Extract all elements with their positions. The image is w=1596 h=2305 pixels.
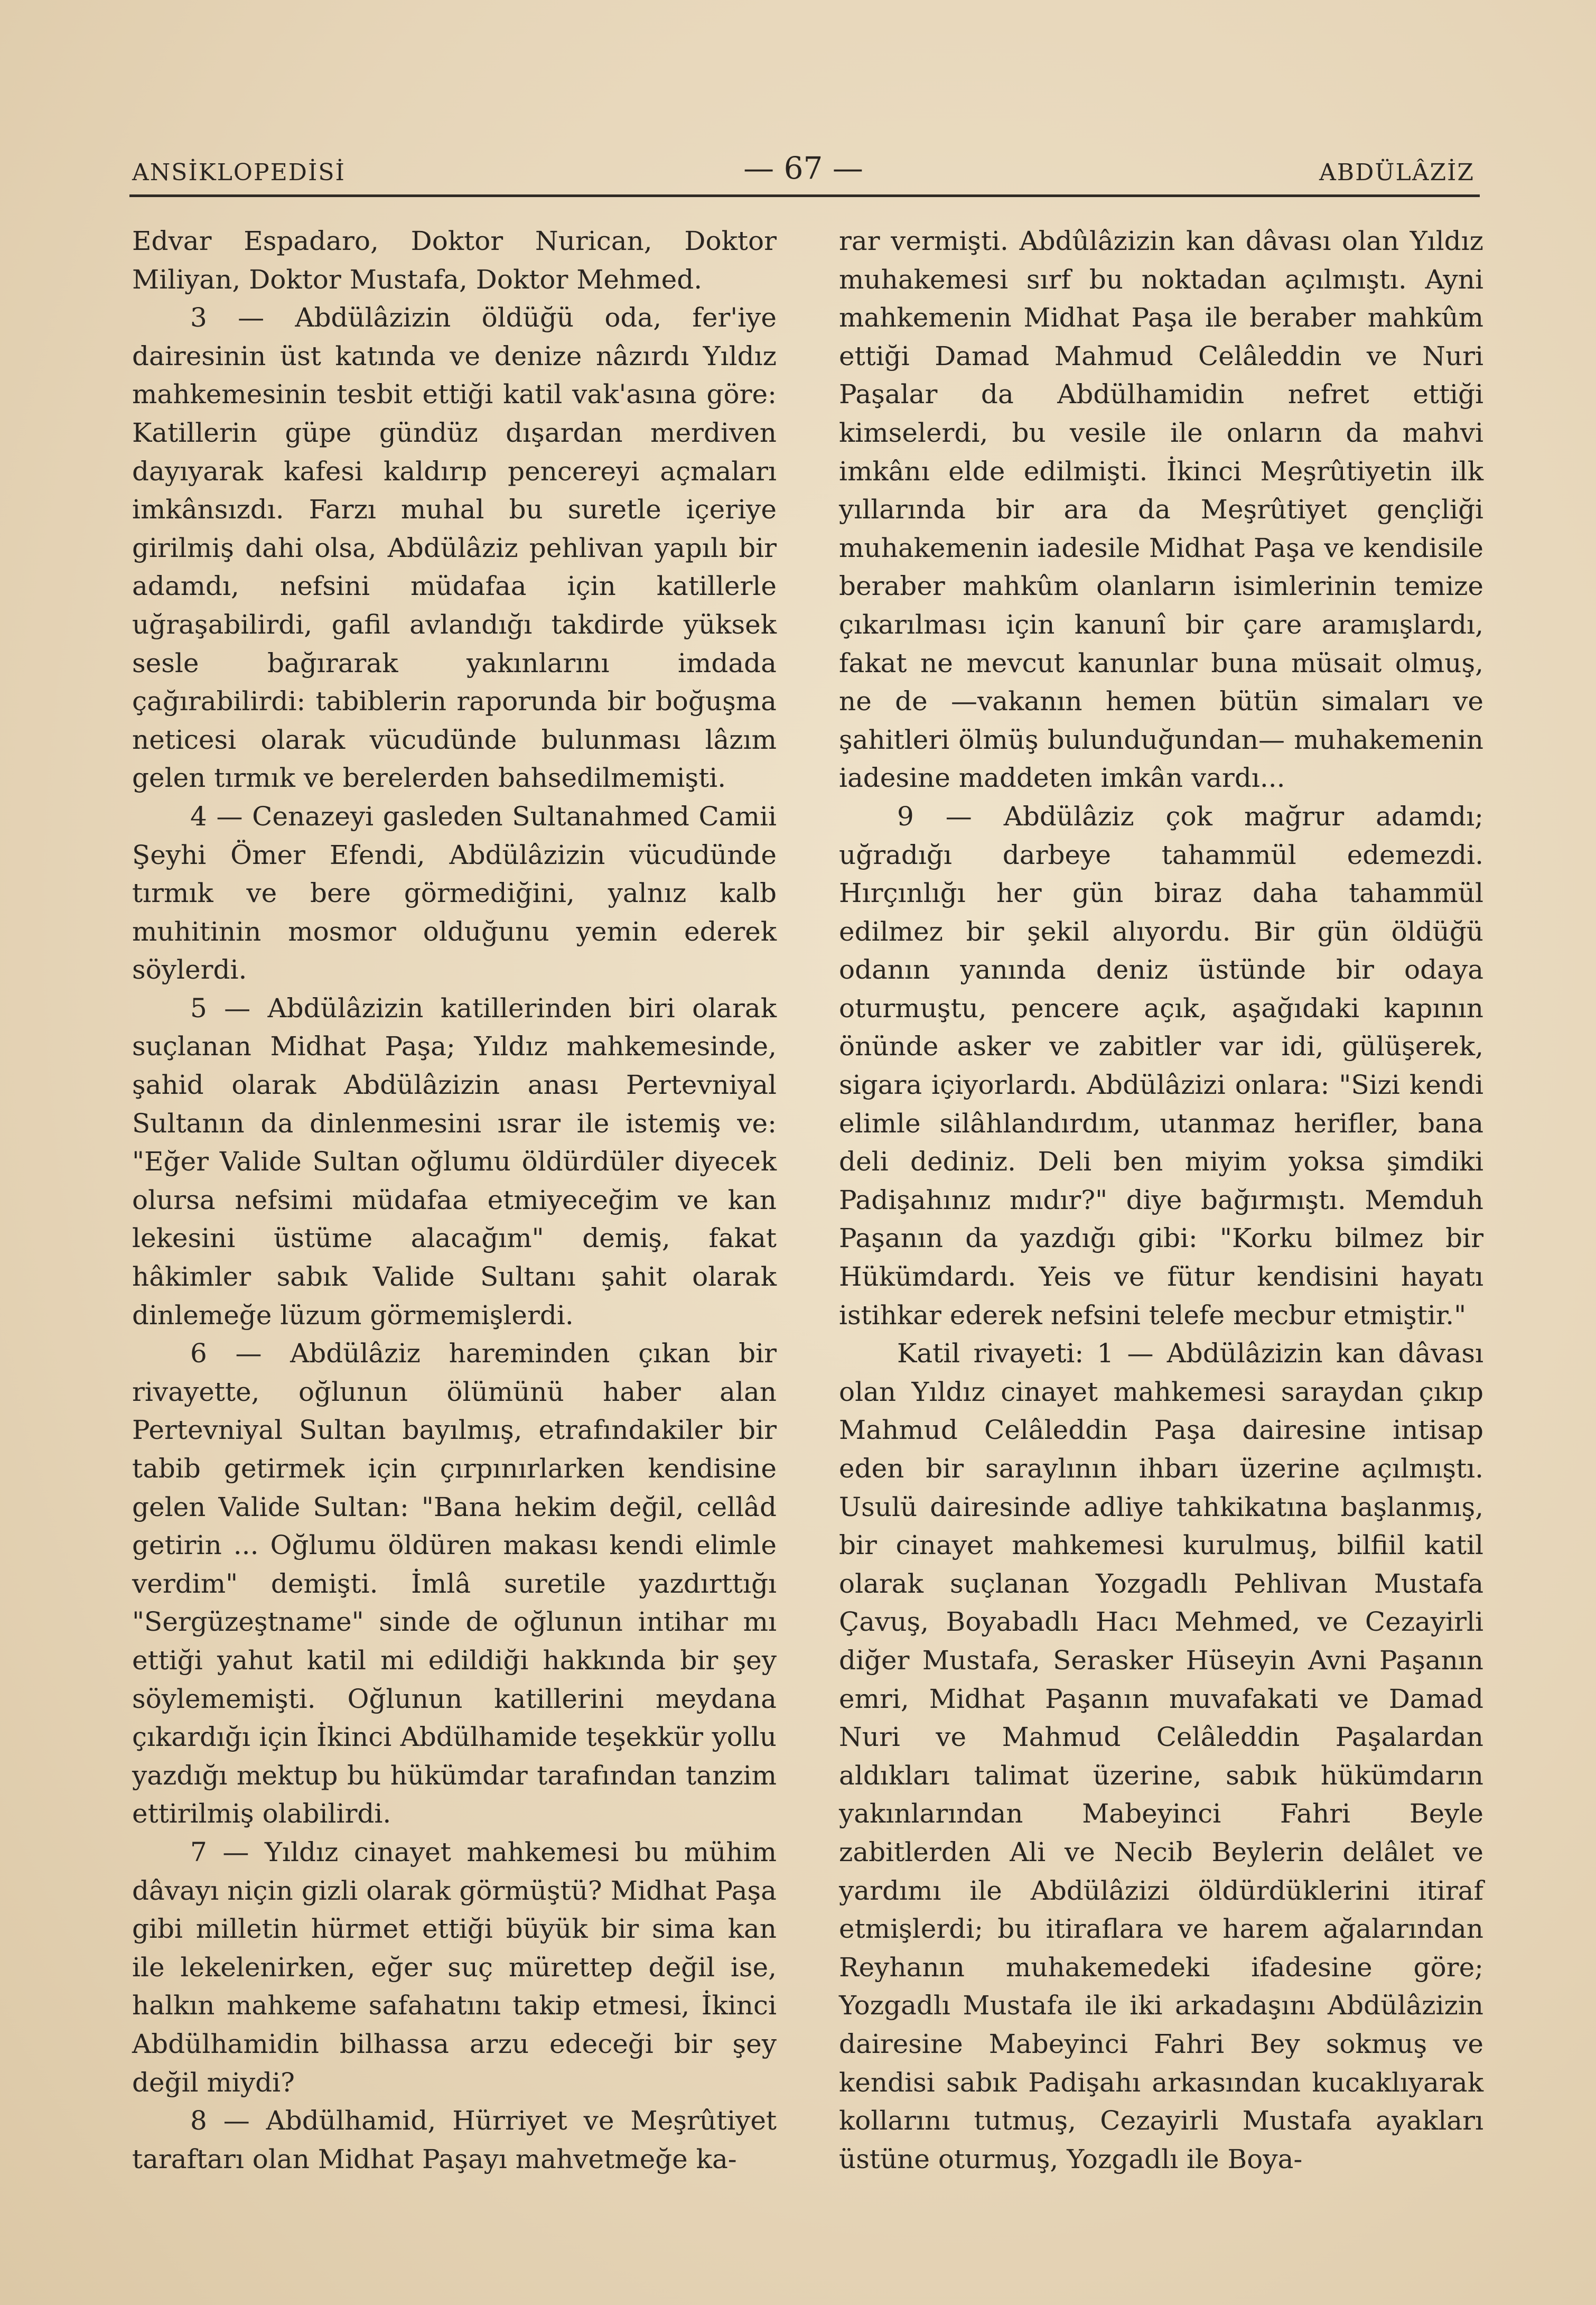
left-column bbox=[132, 222, 777, 2178]
paragraph: 9 — Abdülâziz çok mağrur adamdı; uğradığı darbeye tahammül edemezdi. Hırçınlığı her gün biraz daha tahammül edilmez bir şekil alıyordu. Bir gün öldüğü odanın yanında deniz üstünde bir odaya oturmuştu, pencere açık, aşağıdaki kapının önünde asker ve zabitler var idi, gülüşerek, sigara içiyorlardı. Abdülâzizi onlara: "Sizi kendi elimle silâhlandırdım, utanmaz herifler, bana deli dediniz. Deli ben miyim yoksa şimdiki Padişahınız mıdır?" diye bağırmıştı. Memduh Paşanın da yazdığı gibi: "Korku bilmez bir Hükümdardı. Yeis ve fütur kendisini hayatı istihkar ederek nefsini telefe mecbur etmiştir." bbox=[839, 801, 1483, 1331]
paragraph: 8 — Abdülhamid, Hürriyet ve Meşrûtiyet taraftarı olan Midhat Paşayı mahvetmeğe ka- bbox=[132, 2105, 777, 2174]
header-rule bbox=[129, 194, 1480, 197]
paragraph: 6 — Abdülâziz hareminden çıkan bir rivayette, oğlunun ölümünü haber alan Pertevniyal Sultan bayılmış, etrafındakiler bir tabib getirmek için çırpınırlarken kendisine gelen Valide Sultan: "Bana hekim değil, cellâd getirin ... Oğlumu öldüren makası kendi elimle verdim" demişti. İmlâ suretile yazdırttığı "Sergüzeştname" sinde de oğlunun intihar mı ettiği yahut katil mi edildiği hakkında bir şey söylememişti. Oğlunun katillerini meydana çıkardığı için İkinci Abdülhamide teşekkür yollu yazdığı mektup bu hükümdar tarafından tanzim ettirilmiş olabilirdi. bbox=[132, 1338, 777, 1829]
running-header bbox=[132, 150, 1474, 190]
page-number: — 67 — bbox=[743, 150, 863, 186]
paragraph: Edvar Espadaro, Doktor Nurican, Doktor Miliyan, Doktor Mustafa, Doktor Mehmed. bbox=[132, 226, 777, 295]
right-column bbox=[839, 222, 1483, 2178]
paragraph: 7 — Yıldız cinayet mahkemesi bu mühim dâvayı niçin gizli olarak görmüştü? Midhat Paşa gibi milletin hürmet ettiği büyük bir sima kan ile lekelenirken, eğer suç mürettep değil ise, halkın mahkeme safahatını takip etmesi, İkinci Abdülhamidin bilhassa arzu edeceği bir şey değil miydi? bbox=[132, 1836, 777, 2098]
header-right-title: ABDÜLÂZİZ bbox=[1319, 159, 1474, 186]
paragraph: Katil rivayeti: 1 — Abdülâzizin kan dâvası olan Yıldız cinayet mahkemesi saraydan çıkıp Mahmud Celâleddin Paşa dairesine intisap eden bir saraylının ihbarı üzerine açılmıştı. Usulü dairesinde adliye tahkikatına başlanmış, bir cinayet mahkemesi kurulmuş, bilfiil katil olarak suçlanan Yozgadlı Pehlivan Mustafa Çavuş, Boyabadlı Hacı Mehmed, ve Cezayirli diğer Mustafa, Serasker Hüseyin Avni Paşanın emri, Midhat Paşanın muvafakati ve Damad Nuri ve Mahmud Celâleddin Paşalardan aldıkları talimat üzerine, sabık hükümdarın yakınlarından Mabeyinci Fahri Beyle zabitlerden Ali ve Necib Beylerin delâlet ve yardımı ile Abdülâzizi öldürdüklerini itiraf etmişlerdi; bu itiraflara ve harem ağalarından Reyhanın muhakemedeki ifadesine göre; Yozgadlı Mustafa ile iki arkadaşını Abdülâzizin dairesine Mabeyinci Fahri Bey sokmuş ve kendisi sabık Padişahı arkasından kucaklıyarak kollarını tutmuş, Cezayirli Mustafa ayakları üstüne oturmuş, Yozgadlı ile Boya- bbox=[839, 1338, 1483, 2174]
header-left-title: ANSİKLOPEDİSİ bbox=[132, 159, 346, 186]
paragraph: rar vermişti. Abdûlâzizin kan dâvası olan Yıldız muhakemesi sırf bu noktadan açılmıştı. Ayni mahkemenin Midhat Paşa ile beraber mahkûm ettiği Damad Mahmud Celâleddin ve Nuri Paşalar da Abdülhamidin nefret ettiği kimselerdi, bu vesile ile onların da mahvi imkânı elde edilmişti. İkinci Meşrûtiyetin ilk yıllarında bir ara da Meşrûtiyet gençliği muhakemenin iadesile Midhat Paşa ve kendisile beraber mahkûm olanların isimlerinin temize çıkarılması için kanunî bir çare aramışlardı, fakat ne mevcut kanunlar buna müsait olmuş, ne de —vakanın hemen bütün simaları ve şahitleri ölmüş bulunduğundan— muhakemenin iadesine maddeten imkân vardı... bbox=[839, 226, 1483, 794]
paragraph: 5 — Abdülâzizin katillerinden biri olarak suçlanan Midhat Paşa; Yıldız mahkemesinde, şahid olarak Abdülâzizin anası Pertevniyal Sultanın da dinlenmesini ısrar ile istemiş ve: "Eğer Valide Sultan oğlumu öldürdüler diyecek olursa nefsimi müdafaa etmiyeceğim ve kan lekesini üstüme alacağım" demiş, fakat hâkimler sabık Valide Sultanı şahit olarak dinlemeğe lüzum görmemişlerdi. bbox=[132, 992, 777, 1331]
paragraph: 3 — Abdülâzizin öldüğü oda, fer'iye dairesinin üst katında ve denize nâzırdı Yıldız mahkemesinin tesbit ettiği katil vak'asına göre: Katillerin güpe gündüz dışardan merdiven dayıyarak kafesi kaldırıp pencereyi açmaları imkânsızdı. Farzı muhal bu suretle içeriye girilmiş dahi olsa, Abdülâziz pehlivan yapılı bir adamdı, nefsini müdafaa için katillerle uğraşabilirdi, gafil avlandığı takdirde yüksek sesle bağırarak yakınlarını imdada çağırabilirdi: tabiblerin raporunda bir boğuşma neticesi olarak vücudünde bulunması lâzım gelen tırmık ve berelerden bahsedilmemişti. bbox=[132, 302, 777, 794]
paragraph: 4 — Cenazeyi gasleden Sultanahmed Camii Şeyhi Ömer Efendi, Abdülâzizin vücudünde tırmık ve bere görmediğini, yalnız kalb muhitinin mosmor olduğunu yemin ederek söylerdi. bbox=[132, 801, 777, 986]
